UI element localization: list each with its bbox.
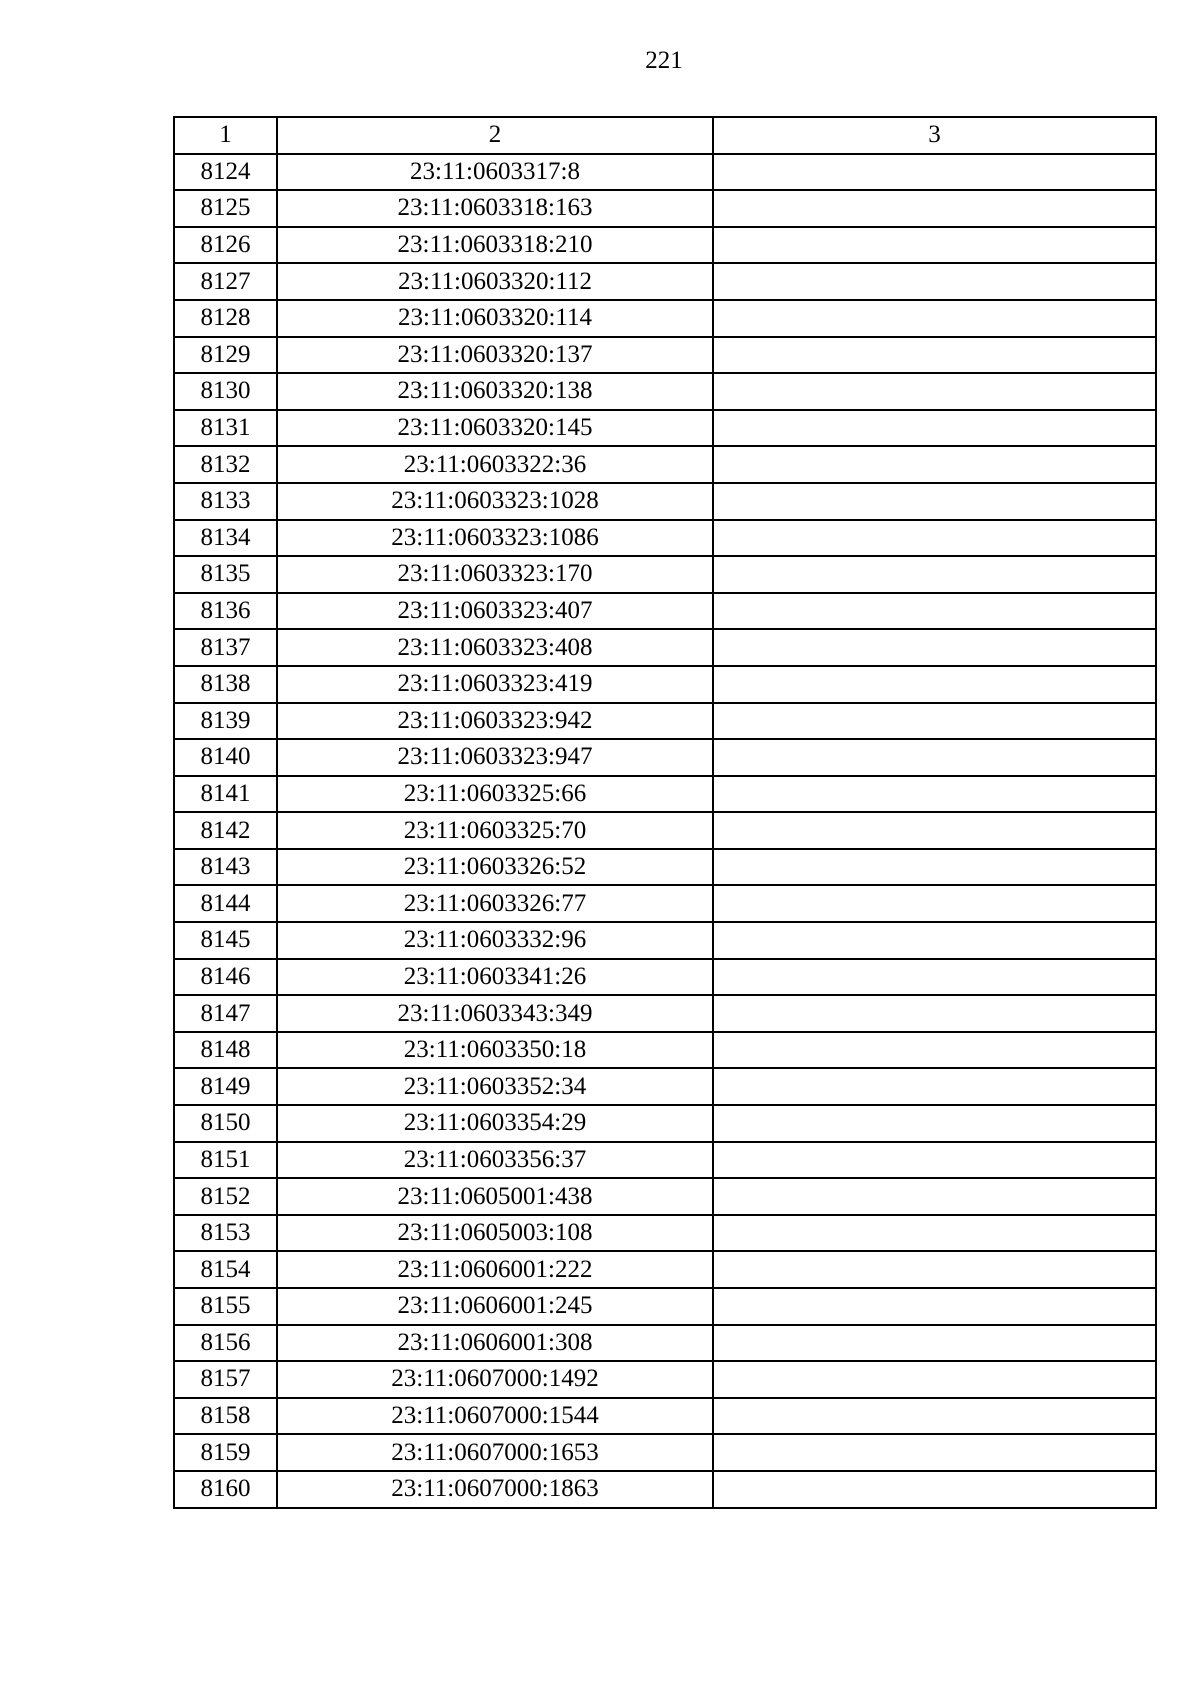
cadastral-number-cell: 23:11:0603323:947 <box>277 739 713 776</box>
table-row <box>174 300 1156 337</box>
table-row <box>174 227 1156 264</box>
cadastral-number-cell: 23:11:0603322:36 <box>277 446 713 483</box>
table-row <box>174 190 1156 227</box>
table-row <box>174 1361 1156 1398</box>
cadastral-number-cell: 23:11:0603341:26 <box>277 959 713 996</box>
cadastral-number-cell: 23:11:0606001:222 <box>277 1251 713 1288</box>
cadastral-number-cell: 23:11:0603318:163 <box>277 190 713 227</box>
table-row <box>174 1178 1156 1215</box>
note-cell <box>713 1068 1156 1105</box>
cadastral-number-cell: 23:11:0603323:1086 <box>277 520 713 557</box>
table-row <box>174 812 1156 849</box>
note-cell <box>713 227 1156 264</box>
table-row <box>174 446 1156 483</box>
note-cell <box>713 1215 1156 1252</box>
note-cell <box>713 849 1156 886</box>
cadastral-number-cell: 23:11:0603343:349 <box>277 995 713 1032</box>
table-row <box>174 1288 1156 1325</box>
note-cell <box>713 885 1156 922</box>
cadastral-number-cell: 23:11:0603323:942 <box>277 703 713 740</box>
table-row <box>174 556 1156 593</box>
table-row <box>174 1105 1156 1142</box>
row-number-cell: 8141 <box>174 776 277 813</box>
note-cell <box>713 1434 1156 1471</box>
cadastral-number-cell: 23:11:0603320:137 <box>277 337 713 374</box>
row-number-cell: 8158 <box>174 1398 277 1435</box>
table-row <box>174 922 1156 959</box>
note-cell <box>713 922 1156 959</box>
row-number-cell: 8139 <box>174 703 277 740</box>
cadastral-number-cell: 23:11:0603323:407 <box>277 593 713 630</box>
row-number-cell: 8132 <box>174 446 277 483</box>
table-row <box>174 666 1156 703</box>
data-table <box>173 116 1157 1509</box>
row-number-cell: 8149 <box>174 1068 277 1105</box>
row-number-cell: 8142 <box>174 812 277 849</box>
cadastral-number-cell: 23:11:0603354:29 <box>277 1105 713 1142</box>
table-row <box>174 483 1156 520</box>
note-cell <box>713 446 1156 483</box>
cadastral-number-cell: 23:11:0603323:1028 <box>277 483 713 520</box>
note-cell <box>713 483 1156 520</box>
row-number-cell: 8144 <box>174 885 277 922</box>
note-cell <box>713 263 1156 300</box>
row-number-cell: 8159 <box>174 1434 277 1471</box>
cadastral-number-cell: 23:11:0606001:245 <box>277 1288 713 1325</box>
table-row <box>174 1398 1156 1435</box>
table-row <box>174 703 1156 740</box>
row-number-cell: 8125 <box>174 190 277 227</box>
row-number-cell: 8152 <box>174 1178 277 1215</box>
cadastral-number-cell: 23:11:0603332:96 <box>277 922 713 959</box>
note-cell <box>713 1178 1156 1215</box>
cadastral-number-cell: 23:11:0603356:37 <box>277 1142 713 1179</box>
row-number-cell: 8136 <box>174 593 277 630</box>
note-cell <box>713 959 1156 996</box>
row-number-cell: 8131 <box>174 410 277 447</box>
row-number-cell: 8145 <box>174 922 277 959</box>
row-number-cell: 8160 <box>174 1471 277 1508</box>
cadastral-number-cell: 23:11:0606001:308 <box>277 1325 713 1362</box>
note-cell <box>713 629 1156 666</box>
note-cell <box>713 1361 1156 1398</box>
row-number-cell: 8124 <box>174 154 277 191</box>
row-number-cell: 8126 <box>174 227 277 264</box>
note-cell <box>713 1251 1156 1288</box>
cadastral-number-cell: 23:11:0603317:8 <box>277 154 713 191</box>
column-header-3: 3 <box>713 117 1156 154</box>
table-row <box>174 373 1156 410</box>
row-number-cell: 8150 <box>174 1105 277 1142</box>
table-row <box>174 1215 1156 1252</box>
note-cell <box>713 593 1156 630</box>
table-row <box>174 739 1156 776</box>
table-row <box>174 1068 1156 1105</box>
table-row <box>174 337 1156 374</box>
cadastral-number-cell: 23:11:0603320:112 <box>277 263 713 300</box>
table-row <box>174 520 1156 557</box>
cadastral-number-cell: 23:11:0607000:1544 <box>277 1398 713 1435</box>
row-number-cell: 8148 <box>174 1032 277 1069</box>
table-row <box>174 776 1156 813</box>
note-cell <box>713 1142 1156 1179</box>
note-cell <box>713 739 1156 776</box>
row-number-cell: 8128 <box>174 300 277 337</box>
row-number-cell: 8143 <box>174 849 277 886</box>
note-cell <box>713 1471 1156 1508</box>
table-row <box>174 1471 1156 1508</box>
row-number-cell: 8156 <box>174 1325 277 1362</box>
table-row <box>174 593 1156 630</box>
row-number-cell: 8154 <box>174 1251 277 1288</box>
note-cell <box>713 995 1156 1032</box>
cadastral-number-cell: 23:11:0603326:77 <box>277 885 713 922</box>
cadastral-number-cell: 23:11:0607000:1492 <box>277 1361 713 1398</box>
cadastral-number-cell: 23:11:0603325:66 <box>277 776 713 813</box>
cadastral-number-cell: 23:11:0605001:438 <box>277 1178 713 1215</box>
table-body <box>174 117 1156 1508</box>
cadastral-number-cell: 23:11:0603318:210 <box>277 227 713 264</box>
note-cell <box>713 300 1156 337</box>
row-number-cell: 8134 <box>174 520 277 557</box>
table-row <box>174 154 1156 191</box>
cadastral-number-cell: 23:11:0607000:1653 <box>277 1434 713 1471</box>
row-number-cell: 8140 <box>174 739 277 776</box>
cadastral-number-cell: 23:11:0603326:52 <box>277 849 713 886</box>
note-cell <box>713 190 1156 227</box>
row-number-cell: 8129 <box>174 337 277 374</box>
table-row <box>174 1434 1156 1471</box>
cadastral-number-cell: 23:11:0607000:1863 <box>277 1471 713 1508</box>
note-cell <box>713 1288 1156 1325</box>
column-header-2: 2 <box>277 117 713 154</box>
row-number-cell: 8137 <box>174 629 277 666</box>
cadastral-number-cell: 23:11:0603325:70 <box>277 812 713 849</box>
table-row <box>174 410 1156 447</box>
note-cell <box>713 154 1156 191</box>
cadastral-number-cell: 23:11:0603323:170 <box>277 556 713 593</box>
row-number-cell: 8130 <box>174 373 277 410</box>
row-number-cell: 8155 <box>174 1288 277 1325</box>
note-cell <box>713 666 1156 703</box>
table-row <box>174 1251 1156 1288</box>
page-number: 221 <box>645 47 683 74</box>
row-number-cell: 8135 <box>174 556 277 593</box>
note-cell <box>713 520 1156 557</box>
note-cell <box>713 1398 1156 1435</box>
note-cell <box>713 1325 1156 1362</box>
note-cell <box>713 1032 1156 1069</box>
table-row <box>174 629 1156 666</box>
row-number-cell: 8133 <box>174 483 277 520</box>
table-header-row <box>174 117 1156 154</box>
table-row <box>174 959 1156 996</box>
note-cell <box>713 373 1156 410</box>
cadastral-number-cell: 23:11:0605003:108 <box>277 1215 713 1252</box>
row-number-cell: 8157 <box>174 1361 277 1398</box>
row-number-cell: 8147 <box>174 995 277 1032</box>
cadastral-number-cell: 23:11:0603352:34 <box>277 1068 713 1105</box>
note-cell <box>713 812 1156 849</box>
table-row <box>174 995 1156 1032</box>
table-row <box>174 1325 1156 1362</box>
cadastral-number-cell: 23:11:0603320:145 <box>277 410 713 447</box>
row-number-cell: 8153 <box>174 1215 277 1252</box>
note-cell <box>713 1105 1156 1142</box>
cadastral-number-cell: 23:11:0603323:408 <box>277 629 713 666</box>
row-number-cell: 8151 <box>174 1142 277 1179</box>
row-number-cell: 8138 <box>174 666 277 703</box>
note-cell <box>713 703 1156 740</box>
note-cell <box>713 337 1156 374</box>
table-row <box>174 263 1156 300</box>
note-cell <box>713 410 1156 447</box>
column-header-1: 1 <box>174 117 277 154</box>
row-number-cell: 8127 <box>174 263 277 300</box>
cadastral-number-cell: 23:11:0603350:18 <box>277 1032 713 1069</box>
row-number-cell: 8146 <box>174 959 277 996</box>
cadastral-number-cell: 23:11:0603320:138 <box>277 373 713 410</box>
note-cell <box>713 556 1156 593</box>
note-cell <box>713 776 1156 813</box>
cadastral-number-cell: 23:11:0603323:419 <box>277 666 713 703</box>
table-row <box>174 849 1156 886</box>
table-row <box>174 1032 1156 1069</box>
table-row <box>174 1142 1156 1179</box>
cadastral-number-cell: 23:11:0603320:114 <box>277 300 713 337</box>
table-row <box>174 885 1156 922</box>
